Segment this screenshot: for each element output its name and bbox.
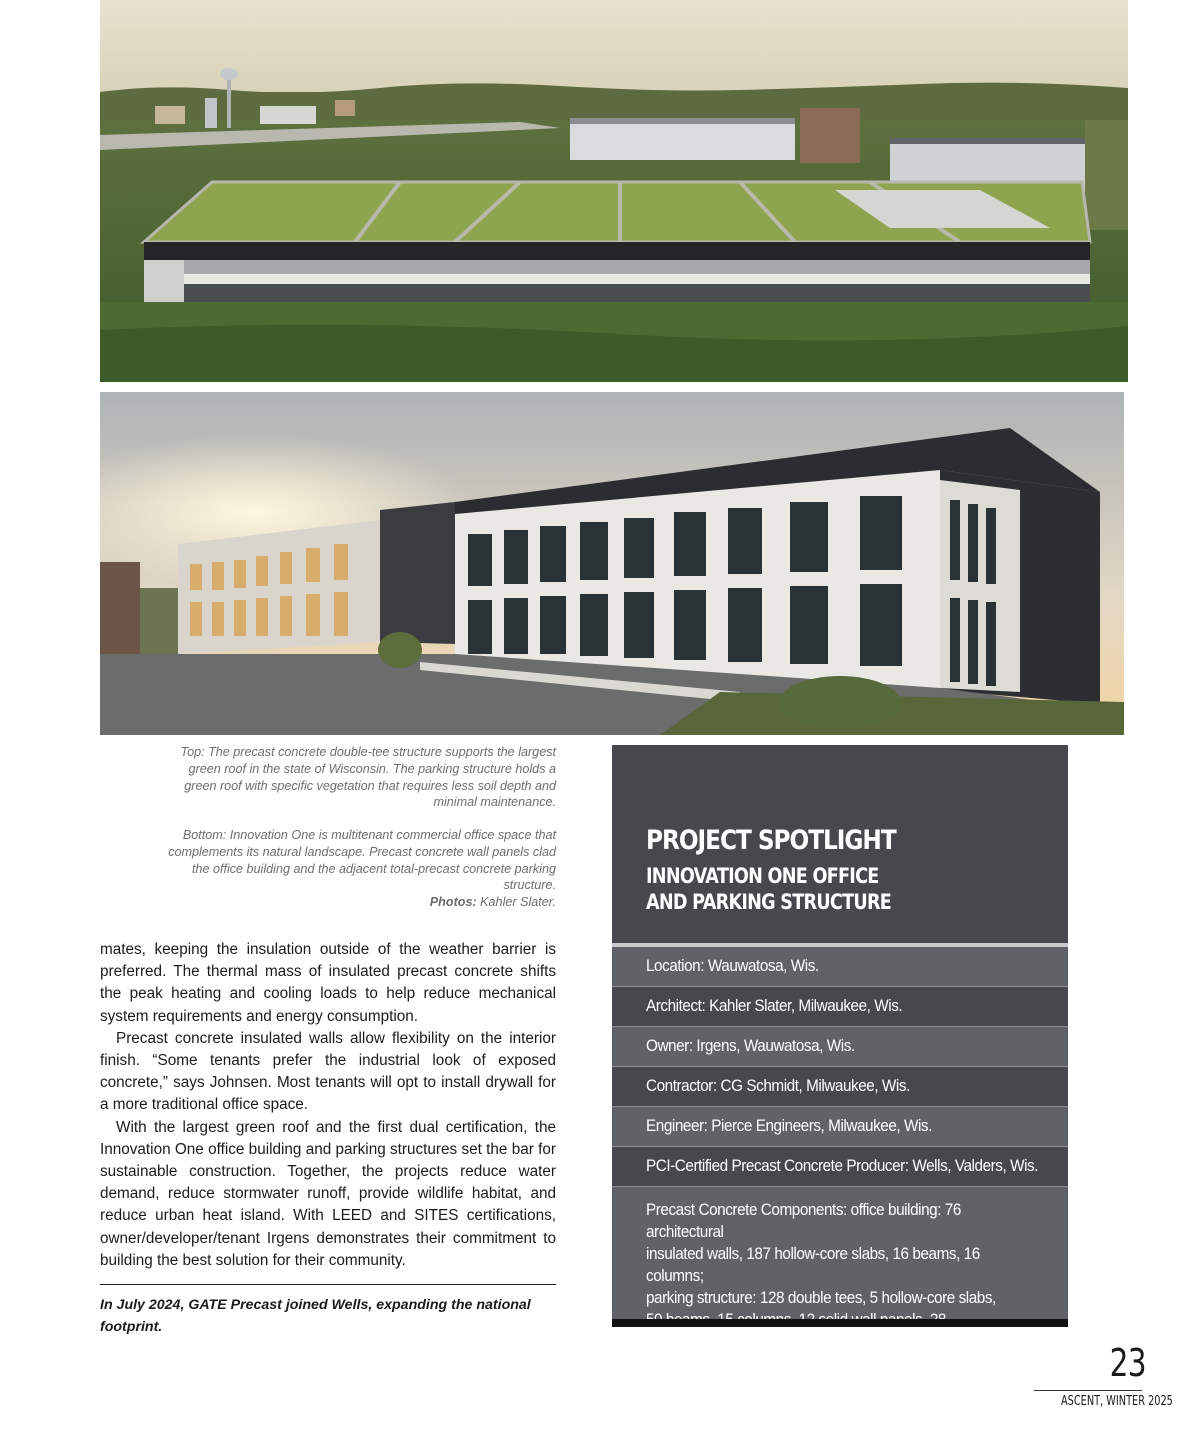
page-number: 23	[1109, 1341, 1146, 1385]
article-body	[100, 939, 556, 1272]
article-paragraph: mates, keeping the insulation outside of the weather barrier is preferred. The thermal mass of insulated precast concrete shifts the peak heating and cooling loads to help reduce mechanical system requirements and energy consumption.	[100, 941, 556, 1025]
photo-caption-bottom-text: Bottom: Innovation One is multitenant commercial office space that complements its natural landscape. Precast concrete wall panels clad the office building and the adjacent total-precast concrete parking structure.	[168, 828, 556, 893]
spec-engineer	[612, 1107, 1068, 1147]
spec-text: Location: Wauwatosa, Wis.	[646, 956, 819, 975]
office-building-illustration	[100, 392, 1124, 735]
project-spec-list	[612, 947, 1068, 1373]
photo-credit-value: Kahler Slater.	[480, 895, 556, 910]
sidebar-title: PROJECT SPOTLIGHT	[646, 825, 896, 856]
sidebar-subtitle: INNOVATION ONE OFFICE AND PARKING STRUCTURE	[646, 864, 892, 914]
photo-caption-top: Top: The precast concrete double-tee structure supports the largest green roof in the state of Wisconsin. The parking structure holds a green roof with specific vegetation that requires less soil depth and minimal maintenance.	[180, 745, 556, 810]
spec-components	[612, 1187, 1068, 1373]
article-paragraph: With the largest green roof and the first dual certification, the Innovation One office building and parking structures set the bar for sustainable construction. Together, the projects reduce water demand, reduce stormwater runoff, provide wildlife habitat, and reduce urban heat island. With LEED and SITES certifications, owner/developer/tenant Irgens demonstrates their commitment to building the best solution for their community.	[100, 1118, 556, 1269]
spec-owner	[612, 1027, 1068, 1067]
spec-location	[612, 947, 1068, 987]
sidebar-header	[612, 745, 1068, 943]
photo-parking-green-roof	[100, 0, 1128, 382]
project-spotlight-sidebar	[612, 745, 1068, 1373]
photo-credit-label: Photos:	[429, 895, 477, 910]
article-footnote: In July 2024, GATE Precast joined Wells, expanding the national footprint.	[100, 1297, 531, 1335]
spec-text: Engineer: Pierce Engineers, Milwaukee, Wis.	[646, 1116, 932, 1135]
parking-green-roof-illustration	[100, 0, 1128, 382]
spec-text: PCI-Certified Precast Concrete Producer: Wells, Valders, Wis.	[646, 1156, 1039, 1175]
spec-text: Owner: Irgens, Wauwatosa, Wis.	[646, 1036, 855, 1055]
footnote-divider	[100, 1284, 556, 1285]
photo-caption-bottom	[160, 827, 556, 911]
folio-divider	[1034, 1390, 1142, 1391]
issue-label: ASCENT, WINTER 2025	[1061, 1394, 1173, 1409]
spec-text: Precast Concrete Components: office building: 76 architectural insulated walls, 187 hollow-core slabs, 16 beams, 16 columns; parking structure: 128 double tees, 5 hollow-core slabs, spandrels, 10 shear walls, 9 stairs	[646, 1200, 996, 1373]
spec-contractor	[612, 1067, 1068, 1107]
spec-text: Architect: Kahler Slater, Milwaukee, Wis.	[646, 996, 903, 1015]
article-paragraph: Precast concrete insulated walls allow flexibility on the interior finish. “Some tenants prefer the industrial look of exposed concrete,” says Johnsen. Most tenants will opt to install drywall for a more traditional office space.	[100, 1029, 556, 1114]
spec-architect	[612, 987, 1068, 1027]
spec-producer	[612, 1147, 1068, 1187]
photo-office-building-sunset	[100, 392, 1124, 735]
spec-text: Contractor: CG Schmidt, Milwaukee, Wis.	[646, 1076, 910, 1095]
sidebar-bottom-bar	[612, 1319, 1068, 1327]
